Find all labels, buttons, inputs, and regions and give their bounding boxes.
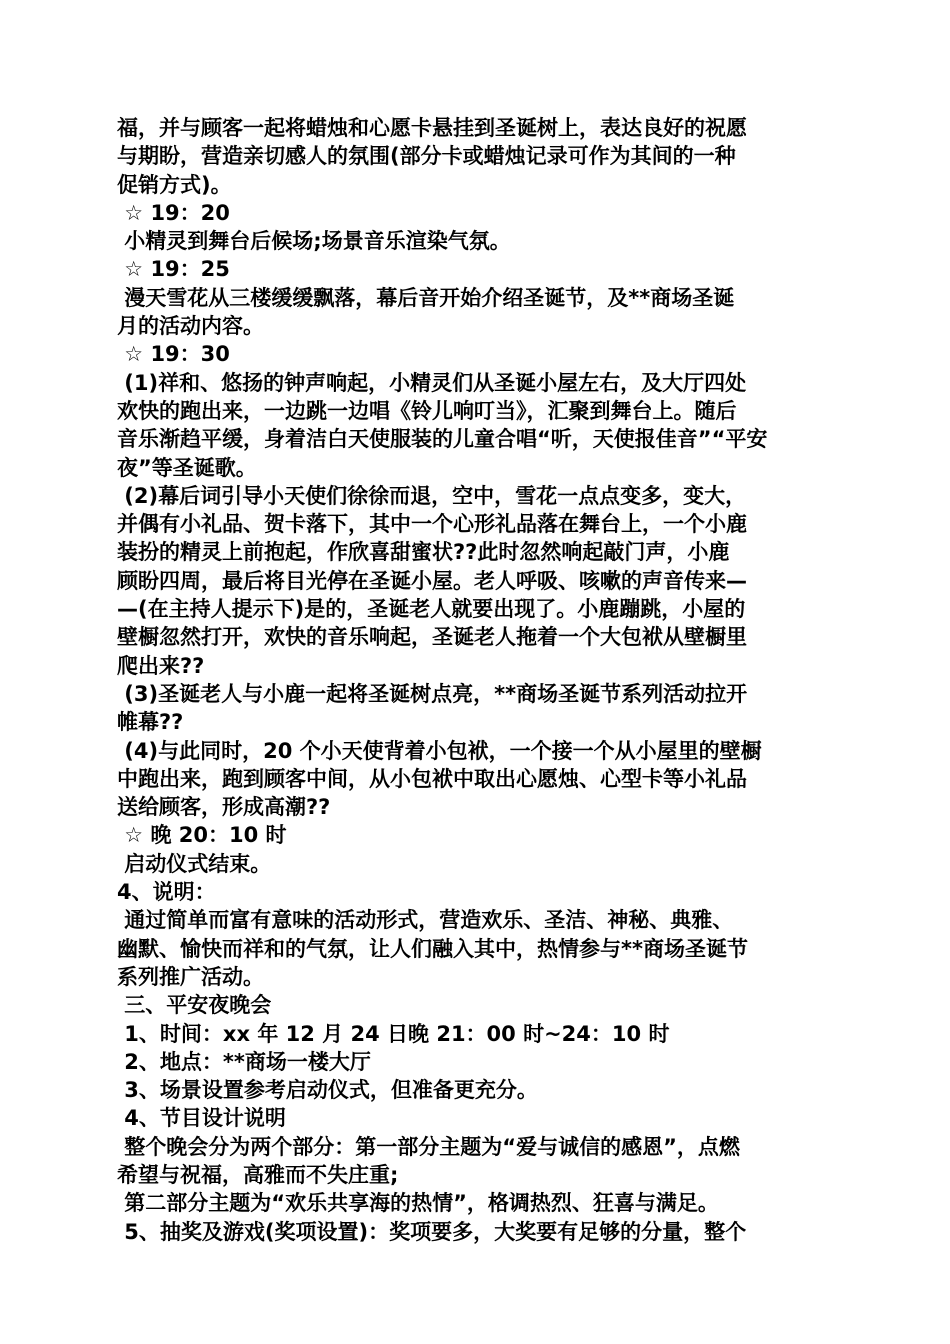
text-line: 装扮的精灵上前抱起，作欣喜甜蜜状??此时忽然响起敲门声，小鹿 xyxy=(117,540,730,565)
document-body xyxy=(117,114,837,1246)
text-line: 1、时间：xx 年 12 月 24 日晚 21：00 时~24：10 时 xyxy=(117,1021,670,1046)
text-line: 促销方式)。 xyxy=(117,172,232,197)
text-line: (3)圣诞老人与小鹿一起将圣诞树点亮，**商场圣诞节系列活动拉开 xyxy=(117,681,748,706)
text-line: 启动仪式结束。 xyxy=(117,851,272,876)
time-marker: ☆ 19：25 xyxy=(117,257,230,282)
text-line: 中跑出来，跑到顾客中间，从小包袱中取出心愿烛、心型卡等小礼品 xyxy=(117,766,747,791)
text-line: 小精灵到舞台后候场;场景音乐渲染气氛。 xyxy=(117,229,511,254)
text-line: 希望与祝福，高雅而不失庄重; xyxy=(117,1162,399,1187)
text-line: 3、场景设置参考启动仪式，但准备更充分。 xyxy=(117,1078,538,1103)
text-line: 2、地点：**商场一楼大厅 xyxy=(117,1049,371,1074)
text-line: 爬出来?? xyxy=(117,653,205,678)
text-line: 福，并与顾客一起将蜡烛和心愿卡悬挂到圣诞树上，表达良好的祝愿 xyxy=(117,116,747,140)
time-marker: ☆ 晚 20：10 时 xyxy=(117,823,287,848)
text-line: 漫天雪花从三楼缓缓飘落，幕后音开始介绍圣诞节，及**商场圣诞 xyxy=(117,285,735,310)
text-line: 月的活动内容。 xyxy=(117,314,264,339)
text-line: 第二部分主题为“欢乐共享海的热情”，格调热烈、狂喜与满足。 xyxy=(117,1191,719,1216)
section-heading: 4、说明： xyxy=(117,880,216,905)
text-line: 幽默、愉快而祥和的气氛，让人们融入其中，热情参与**商场圣诞节 xyxy=(117,936,748,961)
text-line: 夜”等圣诞歌。 xyxy=(117,455,257,480)
text-line: 壁橱忽然打开，欢快的音乐响起，圣诞老人拖着一个大包袱从壁橱里 xyxy=(117,625,747,650)
text-line: 系列推广活动。 xyxy=(117,964,264,989)
text-line: 整个晚会分为两个部分：第一部分主题为“爱与诚信的感恩”，点燃 xyxy=(117,1134,740,1159)
text-line: 5、抽奖及游戏(奖项设置)：奖项要多，大奖要有足够的分量，整个 xyxy=(117,1219,747,1244)
text-line: 欢快的跑出来，一边跳一边唱《铃儿响叮当》，汇聚到舞台上。随后 xyxy=(117,398,737,423)
text-line: 帷幕?? xyxy=(117,710,184,735)
text-line: 顾盼四周，最后将目光停在圣诞小屋。老人呼吸、咳嗽的声音传来— xyxy=(117,568,747,593)
time-marker: ☆ 19：30 xyxy=(117,342,230,367)
text-line: (2)幕后词引导小天使们徐徐而退，空中，雪花一点点变多，变大， xyxy=(117,483,747,508)
text-line: 并偶有小礼品、贺卡落下，其中一个心形礼品落在舞台上，一个小鹿 xyxy=(117,512,747,537)
text-line: 音乐渐趋平缓，身着洁白天使服装的儿童合唱“听，天使报佳音”“平安 xyxy=(117,427,768,452)
section-heading: 4、节目设计说明 xyxy=(117,1106,286,1131)
section-heading: 三、平安夜晚会 xyxy=(117,993,272,1018)
time-marker: ☆ 19：20 xyxy=(117,200,230,225)
text-line: (4)与此同时，20 个小天使背着小包袱，一个接一个从小屋里的壁橱 xyxy=(117,738,762,763)
text-line: 送给顾客，形成高潮?? xyxy=(117,795,331,820)
text-line: —(在主持人提示下)是的，圣诞老人就要出现了。小鹿蹦跳，小屋的 xyxy=(117,597,746,622)
text-line: 通过简单而富有意味的活动形式，营造欢乐、圣洁、神秘、典雅、 xyxy=(117,908,734,933)
text-line: 与期盼，营造亲切感人的氛围(部分卡或蜡烛记录可作为其间的一种 xyxy=(117,144,736,169)
text-line: (1)祥和、悠扬的钟声响起，小精灵们从圣诞小屋左右，及大厅四处 xyxy=(117,370,747,395)
